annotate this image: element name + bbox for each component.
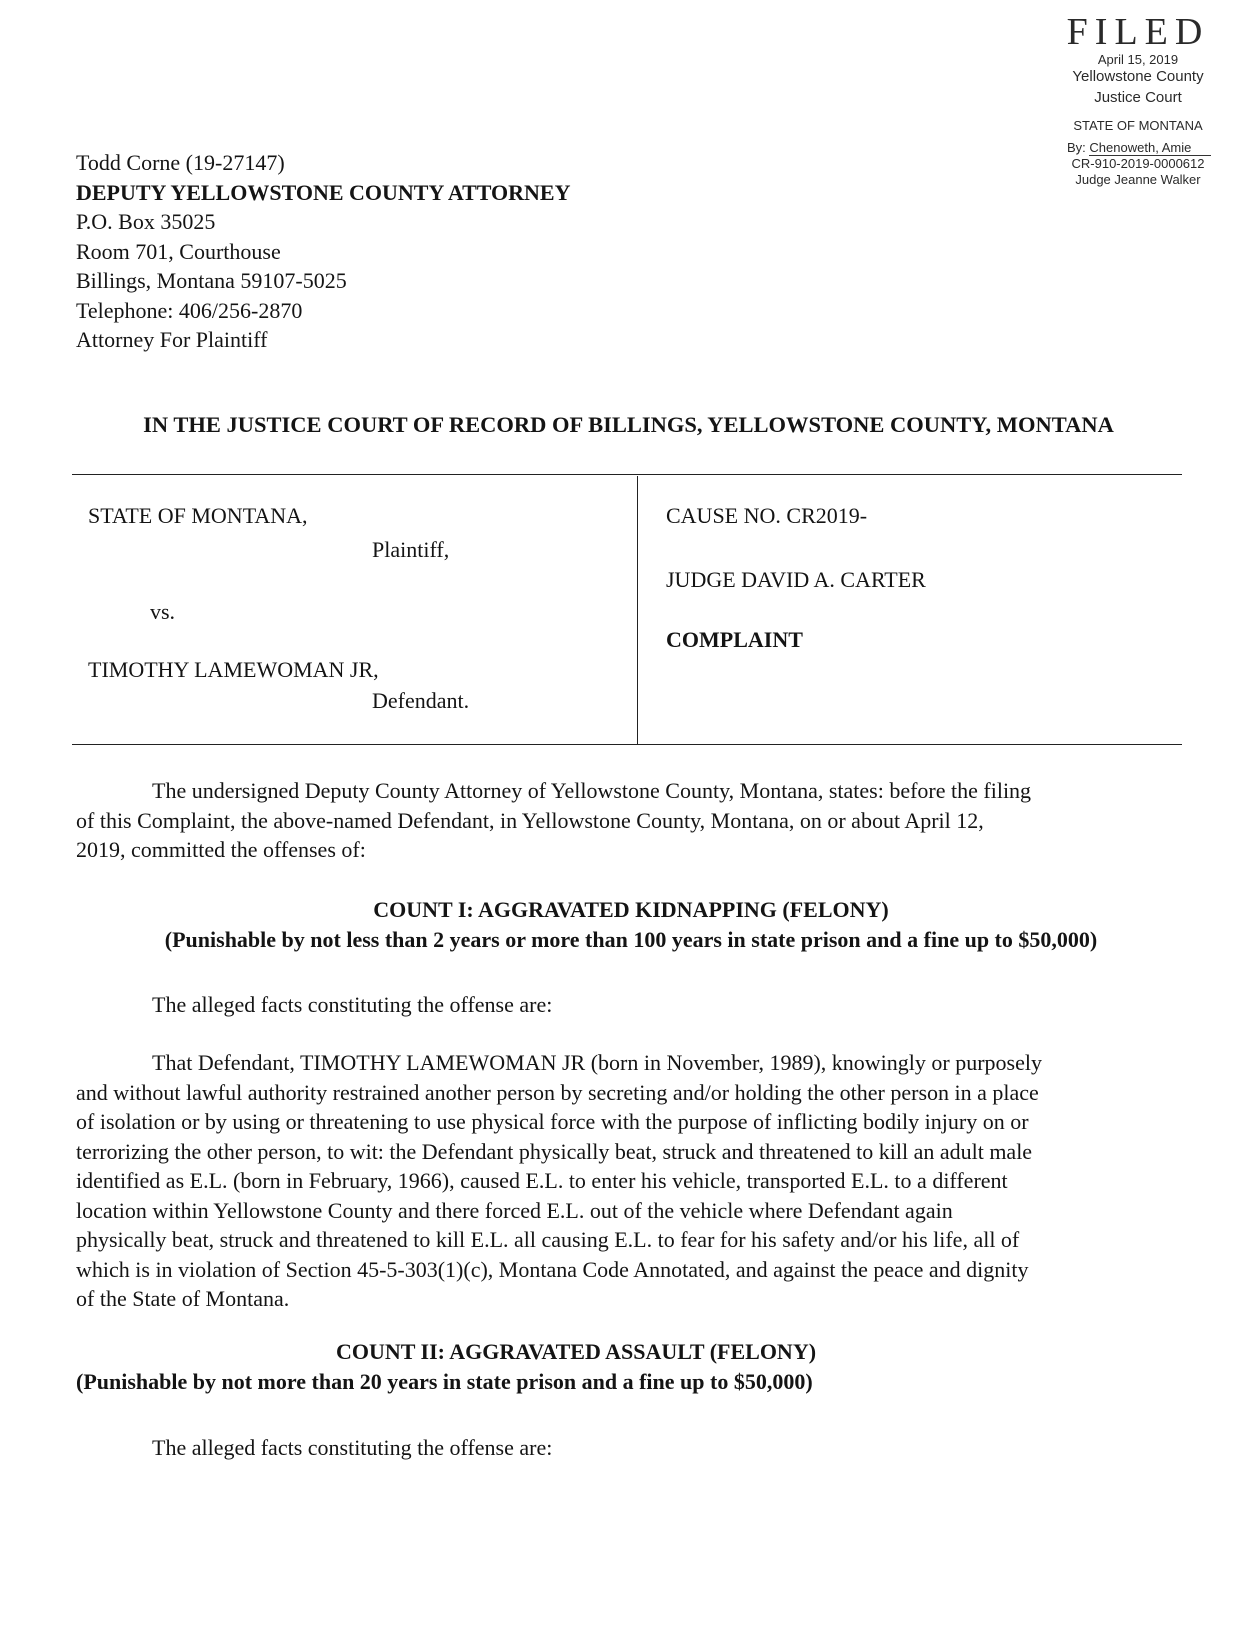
- caption-top-rule: [72, 474, 1182, 475]
- attorney-title: DEPUTY YELLOWSTONE COUNTY ATTORNEY: [76, 179, 571, 205]
- facts-intro-line: The alleged facts constituting the offense are:: [152, 1435, 553, 1460]
- plaintiff-label: Plaintiff,: [372, 537, 450, 562]
- cause-number: CAUSE NO. CR2019-: [666, 503, 868, 528]
- attorney-address-line-3: Billings, Montana 59107-5025: [76, 268, 347, 293]
- facts-line: of isolation or by using or threatening to use physical force with the purpose of inflicting bodily injury on or: [76, 1109, 1029, 1134]
- facts-line: physically beat, struck and threatened to kill E.L. all causing E.L. to fear for his safety and/or his life, all of: [76, 1227, 1020, 1252]
- count-2-heading: COUNT II: AGGRAVATED ASSAULT (FELONY): [335, 1339, 817, 1364]
- filed-stamp-date: April 15, 2019: [1097, 52, 1179, 67]
- count-1-heading: COUNT I: AGGRAVATED KIDNAPPING (FELONY): [373, 897, 889, 922]
- filed-stamp-court: Justice Court: [1094, 89, 1182, 106]
- facts-line: and without lawful authority restrained another person by secreting and/or holding the other person in a place: [76, 1079, 1039, 1105]
- attorney-role: Attorney For Plaintiff: [76, 327, 268, 352]
- attorney-block: [76, 148, 570, 355]
- document-type: COMPLAINT: [666, 627, 803, 652]
- intro-line: The undersigned Deputy County Attorney of Yellowstone County, Montana, states: before the filing: [152, 778, 1032, 803]
- facts-line: location within Yellowstone County and there forced E.L. out of the vehicle where Defendant again: [76, 1197, 953, 1223]
- facts-line: That Defendant, TIMOTHY LAMEWOMAN JR (born in November, 1989), knowingly or purposely: [152, 1050, 1042, 1075]
- attorney-address-line-1: P.O. Box 35025: [76, 209, 216, 234]
- defendant-label: Defendant.: [372, 688, 470, 713]
- versus-label: vs.: [150, 599, 176, 624]
- intro-line: of this Complaint, the above-named Defendant, in Yellowstone County, Montana, on or about April 12,: [76, 807, 984, 833]
- attorney-name: Todd Corne (19-27147): [76, 150, 285, 175]
- caption-bottom-rule: [72, 744, 1182, 745]
- caption-divider: [637, 476, 638, 744]
- facts-line: terrorizing the other person, to wit: the Defendant physically beat, struck and threatened to kill an adult male: [76, 1138, 1033, 1164]
- court-title: IN THE JUSTICE COURT OF RECORD OF BILLINGS, YELLOWSTONE COUNTY, MONTANA: [143, 412, 1114, 437]
- filed-stamp-by-label: By:: [1067, 140, 1086, 155]
- filed-stamp-clerk-name: Chenoweth, Amie: [1089, 140, 1211, 156]
- filed-stamp-case-number: CR-910-2019-0000612: [1071, 156, 1205, 171]
- defendant-name: TIMOTHY LAMEWOMAN JR,: [88, 657, 379, 682]
- intro-paragraph: [76, 776, 1186, 865]
- count-2-penalty: (Punishable by not more than 20 years in state prison and a fine up to $50,000): [76, 1369, 813, 1394]
- count-1-facts: [76, 1048, 1186, 1314]
- count-1-penalty: (Punishable by not less than 2 years or more than 100 years in state prison and a fine up to $50,000): [164, 927, 1098, 952]
- filed-stamp-county: Yellowstone County: [1072, 68, 1204, 85]
- filed-stamp-clerk: [1067, 140, 1211, 156]
- count-1-facts-intro: [76, 990, 1186, 1020]
- facts-line: which is in violation of Section 45-5-303(1)(c), Montana Code Annotated, and against the peace and dignity: [76, 1256, 1029, 1282]
- judge-name: JUDGE DAVID A. CARTER: [666, 567, 926, 592]
- attorney-telephone: Telephone: 406/256-2870: [76, 297, 303, 323]
- filed-stamp-title: FILED: [1066, 11, 1210, 53]
- facts-intro-line: The alleged facts constituting the offense are:: [152, 992, 553, 1017]
- intro-line: 2019, committed the offenses of:: [76, 837, 366, 862]
- filed-stamp-state: STATE OF MONTANA: [1073, 118, 1203, 133]
- facts-line: identified as E.L. (born in February, 1966), caused E.L. to enter his vehicle, transported E.L. to a different: [76, 1168, 1008, 1193]
- facts-line: of the State of Montana.: [76, 1286, 290, 1311]
- filed-stamp-judge: Judge Jeanne Walker: [1075, 172, 1201, 187]
- plaintiff-name: STATE OF MONTANA,: [88, 503, 308, 528]
- attorney-address-line-2: Room 701, Courthouse: [76, 238, 281, 264]
- count-2-facts-intro: [76, 1433, 1186, 1463]
